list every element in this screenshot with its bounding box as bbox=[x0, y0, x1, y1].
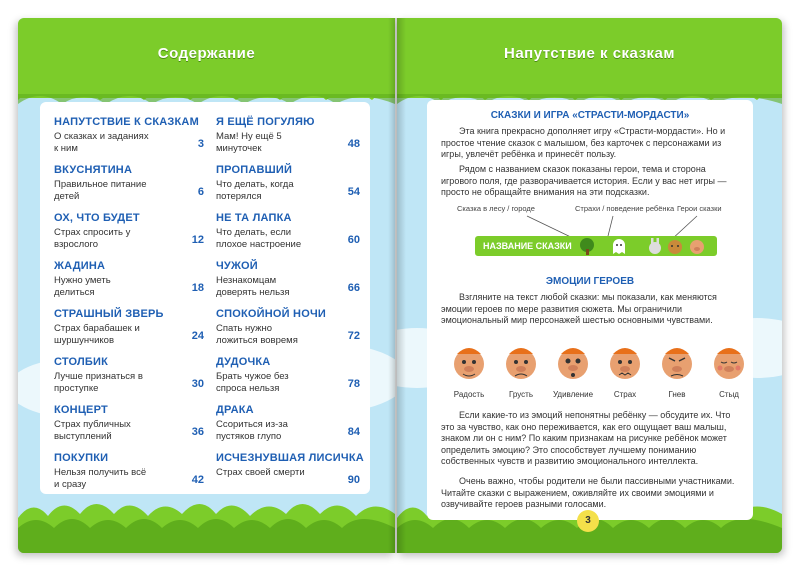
toc-entry-title: ДРАКА bbox=[216, 404, 254, 416]
toc-entry[interactable] bbox=[216, 452, 364, 486]
toc-entry-title: КОНЦЕРТ bbox=[54, 404, 108, 416]
toc-entry-page: 3 bbox=[197, 138, 204, 150]
toc-entry[interactable] bbox=[54, 212, 204, 250]
toc-entry-description: Нельзя получить всё и сразу bbox=[54, 467, 147, 490]
toc-entry-title: НЕ ТА ЛАПКА bbox=[216, 212, 292, 224]
story-title-legend-bar bbox=[475, 236, 717, 256]
toc-entry[interactable] bbox=[54, 452, 204, 490]
anger-face-icon bbox=[657, 342, 697, 382]
toc-entry-page: 54 bbox=[347, 186, 360, 198]
puppy-icon bbox=[668, 240, 682, 254]
toc-entry-title: ПРОПАВШИЙ bbox=[216, 164, 293, 176]
bunny-icon bbox=[649, 238, 661, 254]
book-spread bbox=[18, 18, 782, 553]
toc-entry-page: 24 bbox=[191, 330, 204, 342]
foliage-bottom-left bbox=[18, 488, 395, 553]
surprise-face-icon bbox=[553, 342, 593, 382]
story-title-label: НАЗВАНИЕ СКАЗКИ bbox=[483, 241, 572, 251]
toc-entry-description: Мам! Ну ещё 5 минуточек bbox=[216, 131, 282, 154]
toc-entry[interactable] bbox=[216, 164, 360, 202]
left-page-title: Содержание bbox=[157, 45, 256, 62]
toc-entry-title: ЖАДИНА bbox=[54, 260, 106, 272]
emotion-label: Гнев bbox=[668, 390, 686, 399]
right-page bbox=[397, 18, 782, 553]
toc-entry-description: Страх барабашек и шуршунчиков bbox=[54, 323, 140, 346]
intro-paragraph: Эта книга прекрасно дополняет игру «Страсти-мордасти». Но и простое чтение сказок с малышом, без карточек с персонажами из игры, увлечёт ребёнка и принесёт пользу. bbox=[441, 126, 726, 159]
toc-entry-page: 30 bbox=[191, 378, 204, 390]
toc-entry-description: Брать чужое без спроса нельзя bbox=[216, 371, 289, 394]
toc-entry-title: ДУДОЧКА bbox=[216, 356, 271, 368]
left-page bbox=[18, 18, 395, 553]
toc-entry-page: 48 bbox=[347, 138, 360, 150]
toc-entry[interactable] bbox=[216, 212, 360, 250]
legend-heroes-label: Герои сказки bbox=[677, 204, 722, 213]
discussion-paragraph: Если какие-то из эмоций непонятны ребёнку — обсудите их. Что это за чувство, как оно переживается, как его ощущает ваш малыш, знаком ли он с ним? По каким признакам на рисунке ребёнок может определить эмоцию? Это способствует лучшему пониманию собственных чувств и развитию эмоционального интеллекта. bbox=[441, 410, 731, 466]
toc-entry-description: О сказках и заданиях к ним bbox=[54, 131, 149, 154]
toc-entry-page: 72 bbox=[347, 330, 360, 342]
toc-entry-page: 42 bbox=[191, 474, 204, 486]
toc-entry[interactable] bbox=[54, 260, 204, 298]
toc-panel bbox=[40, 102, 370, 494]
legend-forest-label: Сказка в лесу / городе bbox=[457, 204, 535, 213]
toc-entry-description: Что делать, когда потерялся bbox=[216, 179, 294, 202]
toc-entry-description: Что делать, если плохое настроение bbox=[216, 227, 302, 250]
toc-entry-description: Спать нужно ложиться вовремя bbox=[216, 323, 298, 346]
right-page-title: Напутствие к сказкам bbox=[503, 45, 675, 62]
toc-entry-description: Страх спросить у взрослого bbox=[54, 227, 131, 250]
toc-entry-description: Страх публичных выступлений bbox=[54, 419, 131, 442]
toc-entry-page: 6 bbox=[197, 186, 204, 198]
book-spine bbox=[388, 18, 406, 553]
toc-entry-page: 90 bbox=[347, 474, 360, 486]
page-number: 3 bbox=[577, 510, 599, 532]
toc-entry-page: 12 bbox=[191, 234, 204, 246]
hints-paragraph: Рядом с названием сказок показаны герои, тема и сторона игрового поля, где разворачивается история. Если у вас нет игры — просто не обращайте внимания на эти подсказки. bbox=[441, 164, 727, 197]
toc-entry-description: Страх своей смерти bbox=[216, 467, 305, 478]
parents-paragraph: Очень важно, чтобы родители не были пассивными участниками. Читайте сказки с выражением, оживляйте их своими эмоциями и озвучивайте героев разными голосами. bbox=[441, 476, 735, 509]
tree-icon bbox=[580, 238, 594, 255]
pig-icon bbox=[690, 240, 704, 254]
toc-entry-title: СТОЛБИК bbox=[54, 356, 109, 368]
toc-entry-title: ОХ, ЧТО БУДЕТ bbox=[54, 212, 140, 224]
toc-entry[interactable] bbox=[216, 308, 360, 346]
toc-entry[interactable] bbox=[54, 116, 204, 154]
ghost-icon bbox=[613, 239, 625, 254]
emotion-label: Грусть bbox=[509, 390, 533, 399]
section-heading-game: СКАЗКИ И ИГРА «СТРАСТИ-МОРДАСТИ» bbox=[490, 110, 690, 121]
toc-entry-page: 60 bbox=[347, 234, 360, 246]
toc-entry-title: СПОКОЙНОЙ НОЧИ bbox=[216, 308, 326, 320]
emotions-paragraph: Взгляните на текст любой сказки: мы показали, как меняются эмоции героев по мере развития сюжета. Мы ограничили эмоциональный мир персонажей шестью основными чувствами. bbox=[441, 292, 717, 325]
toc-entry-description: Ссориться из-за пустяков глупо bbox=[216, 419, 288, 442]
toc-entry[interactable] bbox=[216, 116, 360, 154]
toc-entry[interactable] bbox=[216, 356, 360, 394]
toc-entry[interactable] bbox=[54, 356, 204, 394]
toc-entry-page: 66 bbox=[347, 282, 360, 294]
emotion-label: Радость bbox=[453, 390, 485, 399]
emotion-label: Удивление bbox=[552, 390, 594, 399]
emotion-label: Стыд bbox=[719, 390, 739, 399]
joy-face-icon bbox=[449, 342, 489, 382]
toc-entry-page: 78 bbox=[347, 378, 360, 390]
emotion-label: Страх bbox=[613, 390, 637, 399]
shame-face-icon bbox=[709, 342, 749, 382]
toc-entry-description: Нужно уметь делиться bbox=[54, 275, 111, 298]
toc-entry-title: НАПУТСТВИЕ К СКАЗКАМ bbox=[54, 116, 199, 128]
toc-entry-description: Незнакомцам доверять нельзя bbox=[216, 275, 290, 298]
toc-entry[interactable] bbox=[54, 404, 204, 442]
fear-face-icon bbox=[605, 342, 645, 382]
legend-icons bbox=[575, 237, 715, 255]
toc-entry-title: ЧУЖОЙ bbox=[216, 260, 258, 272]
toc-entry-page: 36 bbox=[191, 426, 204, 438]
toc-entry-description: Правильное питание детей bbox=[54, 179, 147, 202]
toc-entry-title: ПОКУПКИ bbox=[54, 452, 109, 464]
toc-entry[interactable] bbox=[54, 308, 204, 346]
content-panel bbox=[427, 100, 753, 520]
sadness-face-icon bbox=[501, 342, 541, 382]
toc-entry-title: СТРАШНЫЙ ЗВЕРЬ bbox=[54, 308, 164, 320]
toc-entry-page: 84 bbox=[347, 426, 360, 438]
toc-entry-title: ВКУСНЯТИНА bbox=[54, 164, 133, 176]
toc-entry[interactable] bbox=[216, 260, 360, 298]
toc-entry-description: Лучше признаться в проступке bbox=[54, 371, 143, 394]
toc-entry[interactable] bbox=[54, 164, 204, 202]
toc-entry-title: ИСЧЕЗНУВШАЯ ЛИСИЧКА bbox=[216, 452, 364, 464]
toc-entry-page: 18 bbox=[191, 282, 204, 294]
section-heading-emotions: ЭМОЦИИ ГЕРОЕВ bbox=[545, 276, 635, 287]
toc-entry[interactable] bbox=[216, 404, 360, 442]
toc-entry-title: Я ЕЩЁ ПОГУЛЯЮ bbox=[216, 116, 315, 128]
legend-fear-label: Страхи / поведение ребёнка bbox=[575, 204, 675, 213]
